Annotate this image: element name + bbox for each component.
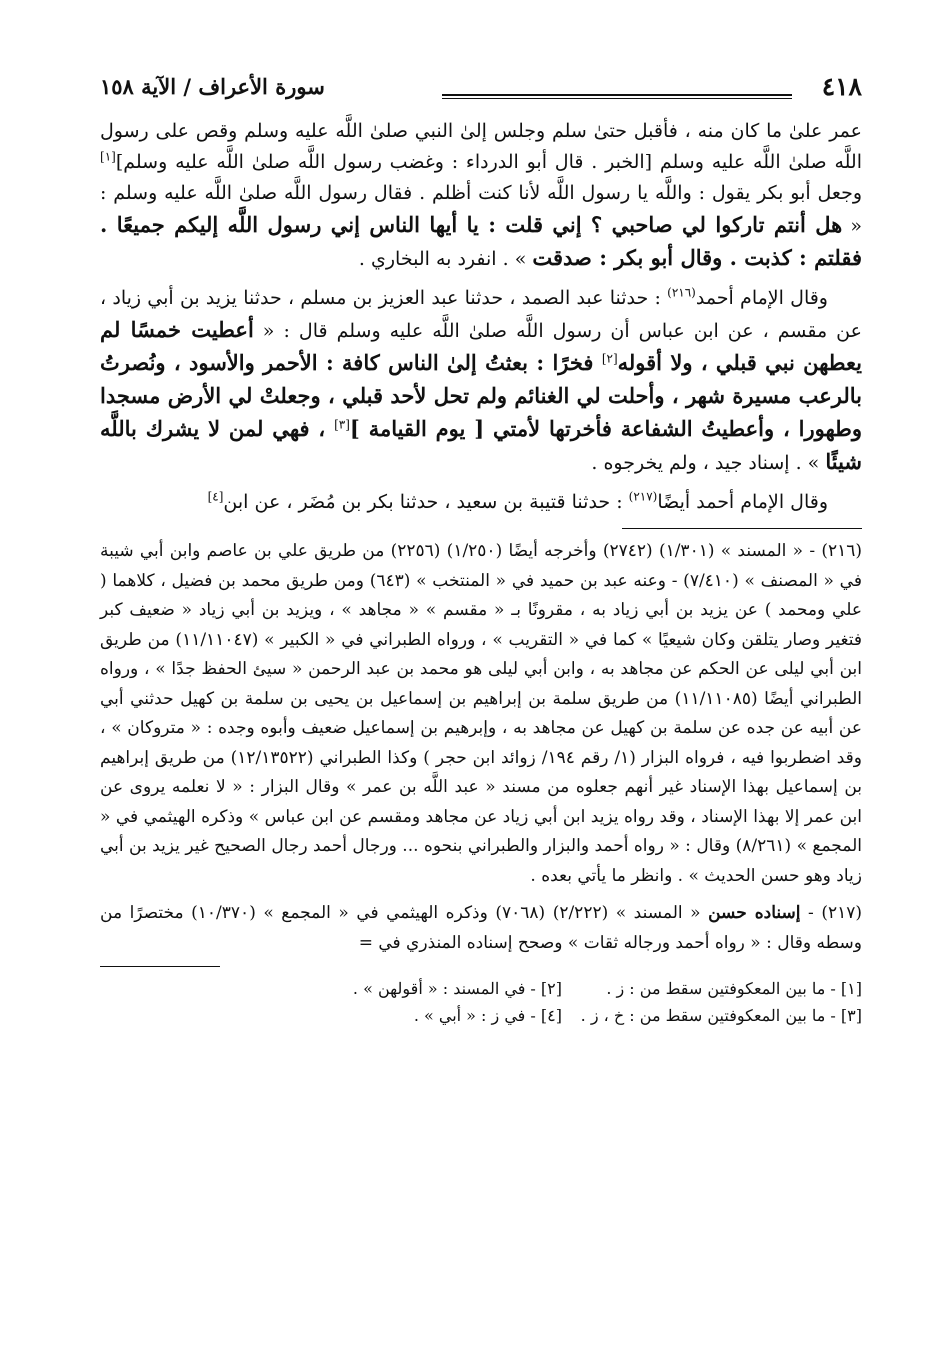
text: : حدثنا قتيبة بن سعيد ، حدثنا بكر بن مُضَر ، عن ابن	[223, 491, 629, 513]
hadith-text: ، فهي لمن لا يشرك باللَّه شيئًا	[100, 416, 862, 474]
variants-row	[100, 975, 862, 1002]
text: وقال الإمام أحمد أيضًا	[657, 491, 828, 513]
text: وجعل أبو بكر يقول : واللَّه يا رسول اللَّه لأنا كنت أظلم . فقال رسول اللَّه صلىٰ اللَّه عليه وسلم : «	[100, 182, 863, 237]
manuscript-variants	[100, 975, 862, 1029]
header-rule	[442, 94, 792, 96]
footnote-rule	[622, 528, 862, 529]
running-head: سورة الأعراف / الآية ١٥٨	[100, 74, 325, 99]
text: وقال الإمام أحمد	[695, 287, 828, 309]
hadith-text: فخرًا : بعثتُ إلىٰ الناس كافة : الأحمر والأسود ، ونُصرتُ بالرعب مسيرة شهر ، وأحلت لي الغنائم ولم تحل لأحد قبلي ، وجعلتْ لي الأرض مسجدا وطهورا ، وأعطيتُ الشفاعة فأخرتها لأمتي [ يوم القيامة ]	[100, 350, 862, 441]
grading-text: إسناده حسن	[708, 903, 801, 923]
text: » . إسناد جيد ، ولم يخرجوه .	[591, 452, 826, 474]
variant-note-4: [٤] - في ز : « أبي » .	[413, 1006, 562, 1025]
text: عمر علىٰ ما كان منه ، فأقبل حتىٰ سلم وجلس إلىٰ النبي صلىٰ اللَّه عليه وسلم وقص على رسول اللَّه صلىٰ اللَّه عليه وسلم [الخبر . قال أبو الدرداء : وغضب رسول اللَّه صلىٰ اللَّه عليه وسلم]	[100, 120, 862, 173]
footnote-text: (٢١٧) -	[800, 903, 862, 923]
variant-ref: [٤]	[207, 489, 224, 504]
footnote-217	[100, 899, 862, 958]
variant-note-2: [٢] - في المسند : « أقولهن » .	[352, 979, 562, 998]
text: » . انفرد به البخاري .	[358, 248, 533, 270]
page-header	[100, 70, 862, 116]
text: : حدثنا عبد الصمد ، حدثنا عبد العزيز بن مسلم ، حدثنا يزيد بن أبي زياد ، عن مقسم ، عن ابن عباس أن رسول اللَّه صلىٰ اللَّه عليه وسلم قال : «	[100, 287, 862, 342]
footnote-ref: (٢١٧)	[628, 489, 658, 504]
footnote-ref: (٢١٦)	[667, 285, 696, 300]
variant-ref: [٣]	[334, 417, 350, 432]
variant-ref: [٢]	[601, 351, 618, 366]
main-text	[100, 116, 862, 518]
variant-note-1: [١] - ما بين المعكوفتين سقط من : ز .	[606, 979, 862, 998]
variants-row	[100, 1002, 862, 1029]
footnote-text: « المسند » (٢/٢٢٢) (٧٠٦٨) وذكره الهيثمي في « المجمع » (١٠/٣٧٠) مختصرًا من وسطه وقال : « رواه أحمد ورجاله ثقات » وصحح إسناده المنذري في =	[100, 903, 862, 953]
variant-note-3: [٣] - ما بين المعكوفتين سقط من : خ ، ز .	[580, 1006, 862, 1025]
paragraph-3	[100, 487, 862, 518]
variant-ref: [١]	[100, 149, 116, 164]
paragraph-2	[100, 283, 862, 479]
book-page	[100, 70, 862, 1029]
footnote-216: (٢١٦) - « المسند » (١/٣٠١) (٢٧٤٢) وأخرجه أيضًا (١/٢٥٠) (٢٢٥٦) من طريق علي بن عاصم وابن أبي شيبة في « المصنف » (٧/٤١٠) - وعنه عبد بن حميد في « المنتخب » (٦٤٣) ومن طريق محمد بن فضيل ، كلاهما ( علي ومحمد ) عن يزيد بن أبي زياد به ، مقرونًا بـ « مقسم » « مجاهد » ، ويزيد بن أبي زياد « ضعيف كبر فتغير وصار يتلقن وكان شيعيًا » كما في « التقريب » ، ورواه الطبراني في « الكبير » (١١/١١٠٤٧) من طريق ابن أبي ليلى عن الحكم عن مجاهد به ، وابن أبي ليلى هو محمد بن عبد الرحمن « سيئ الحفظ جدًا » ، ورواه الطبراني أيضًا (١١/١١٠٨٥) من طريق سلمة بن إبراهيم بن إسماعيل بن يحيى بن سلمة بن كهيل حدثني أبي عن أبيه عن جده عن سلمة بن كهيل عن مجاهد به ، وإبرهيم بن إسماعيل ضعيف وأبوه وجده : « متروكان » ، وقد اضطربوا فيه ، فرواه البزار (١/ رقم ١٩٤/ زوائد ابن حجر ) وكذا الطبراني (١٢/١٣٥٢٢) من طريق إبراهيم بن إسماعيل بهذا الإسناد غير أنهم جعلوه من مسند « عبد اللَّه بن عمر » وقال البزار : « لا نعلمه يروى عن ابن عمر إلا بهذا الإسناد ، وقد رواه يزيد ابن أبي زياد عن مجاهد ومقسم عن ابن عباس » وذكره الهيثمي في « المجمع » (٨/٢٦١) وقال : « رواه أحمد والبزار والطبراني بنحوه ... ورجال أحمد رجال الصحيح غير يزيد بن أبي زياد وهو حسن الحديث » . وانظر ما يأتي بعده .	[100, 541, 863, 886]
page-number: ٤١٨	[821, 72, 862, 101]
hadith-text: هل أنتم تاركوا لي صاحبي ؟ إني قلت : يا أيها الناس إني رسول اللَّه إليكم جميعًا . فقلتم : كذبت . وقال أبو بكر : صدقت	[100, 212, 862, 270]
paragraph-1	[100, 116, 862, 275]
hadith-text: أعطيت خمسًا لم يعطهن نبي قبلي ، ولا أقوله	[100, 317, 862, 375]
variants-rule	[100, 966, 220, 967]
footnotes	[100, 537, 862, 958]
